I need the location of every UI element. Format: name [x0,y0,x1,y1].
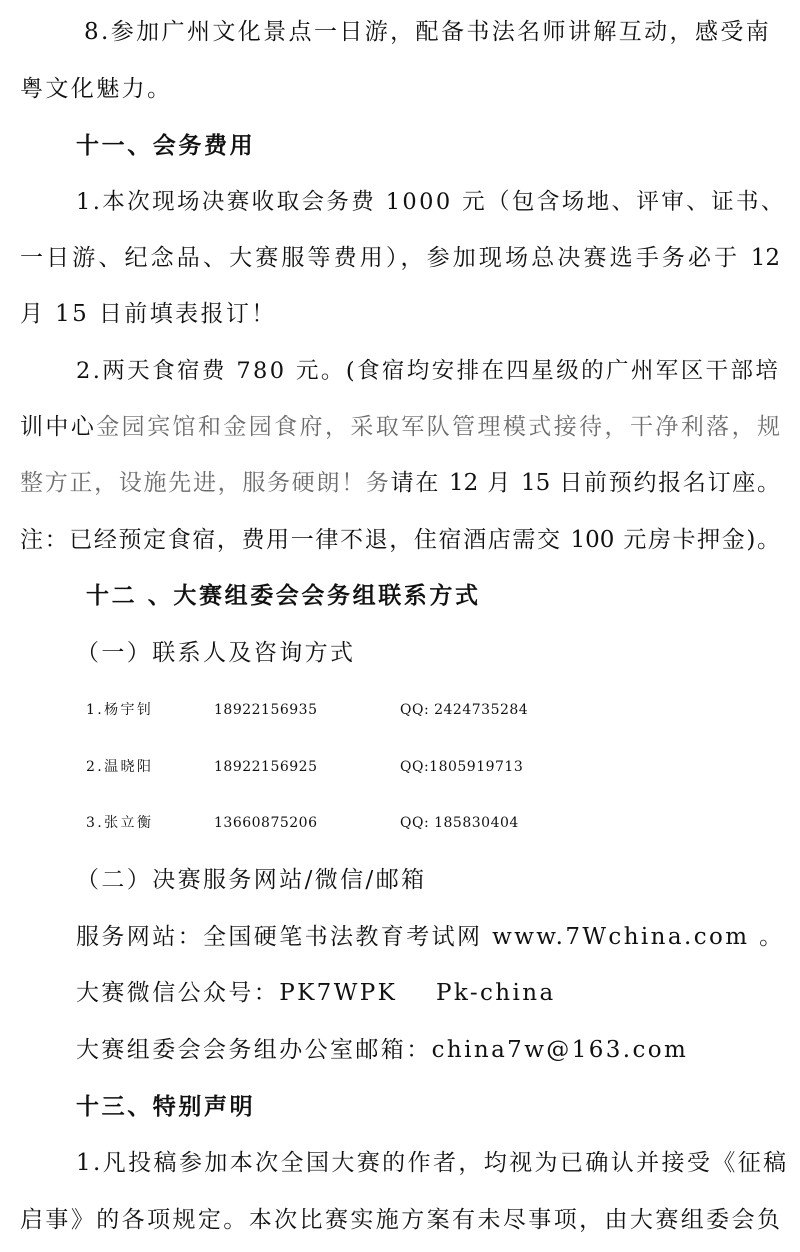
service-wechat: 大赛微信公众号：PK7WPK Pk-china [76,980,556,1006]
section11-heading: 十一、会务费用 [76,132,256,159]
fee-item2-line3 [20,468,780,498]
fee-item2-line2 [20,412,780,442]
fee-item2-line2-dark: 训中心 [20,414,97,440]
fee-item1-line2: 一日游、纪念品、大赛服等费用），参加现场总决赛选手务必于 12 [20,245,780,271]
item8-line2: 粤文化魅力。 [20,76,173,102]
contact-name: 3.张立衡 [86,815,154,831]
contact-name: 2.温晓阳 [86,759,154,775]
contact-phone: 13660875206 [214,815,318,831]
contact-qq: QQ: 185830404 [400,815,519,831]
section12-heading: 十二 、大赛组委会会务组联系方式 [86,582,481,609]
service-website: 服务网站：全国硬笔书法教育考试网 www.7Wchina.com 。 [76,924,785,950]
section13-heading: 十三、特别声明 [76,1093,256,1120]
contact-qq: QQ: 2424735284 [400,702,529,718]
contact-phone: 18922156925 [214,759,318,775]
statement-item1-line2: 启事》的各项规定。本次比赛实施方案有未尽事项，由大赛组委会负 [20,1207,780,1233]
fee-item2-line4: 注：已经预定食宿，费用一律不退，住宿酒店需交 100 元房卡押金)。 [20,527,780,553]
contact-phone: 18922156935 [214,702,318,718]
contact-subheading: （一）联系人及咨询方式 [76,640,356,666]
service-email: 大赛组委会会务组办公室邮箱：china7w@163.com [76,1037,689,1063]
contact-name: 1.杨宇钊 [86,702,154,718]
fee-item1-line1: 1.本次现场决赛收取会务费 1000 元（包含场地、评审、证书、 [76,189,786,215]
fee-item2-line3-dark: 请在 12 月 15 日前预约报名订座。 [390,470,780,496]
fee-item2-line1: 2.两天食宿费 780 元。(食宿均安排在四星级的广州军区干部培 [76,358,781,384]
contact-qq: QQ:1805919713 [400,759,524,775]
statement-item1-line1: 1.凡投稿参加本次全国大赛的作者，均视为已确认并接受《征稿 [76,1150,789,1176]
item8-line1: 8.参加广州文化景点一日游，配备书法名师讲解互动，感受南 [84,19,772,45]
fee-item2-line3-gray: 整方正，设施先进，服务硬朗！务 [20,470,391,496]
fee-item1-line3: 月 15 日前填表报订！ [20,301,277,327]
service-subheading: （二）决赛服务网站/微信/邮箱 [76,867,427,893]
fee-item2-line2-gray: 金园宾馆和金园食府，采取军队管理模式接待，干净利落，规 [96,414,781,440]
